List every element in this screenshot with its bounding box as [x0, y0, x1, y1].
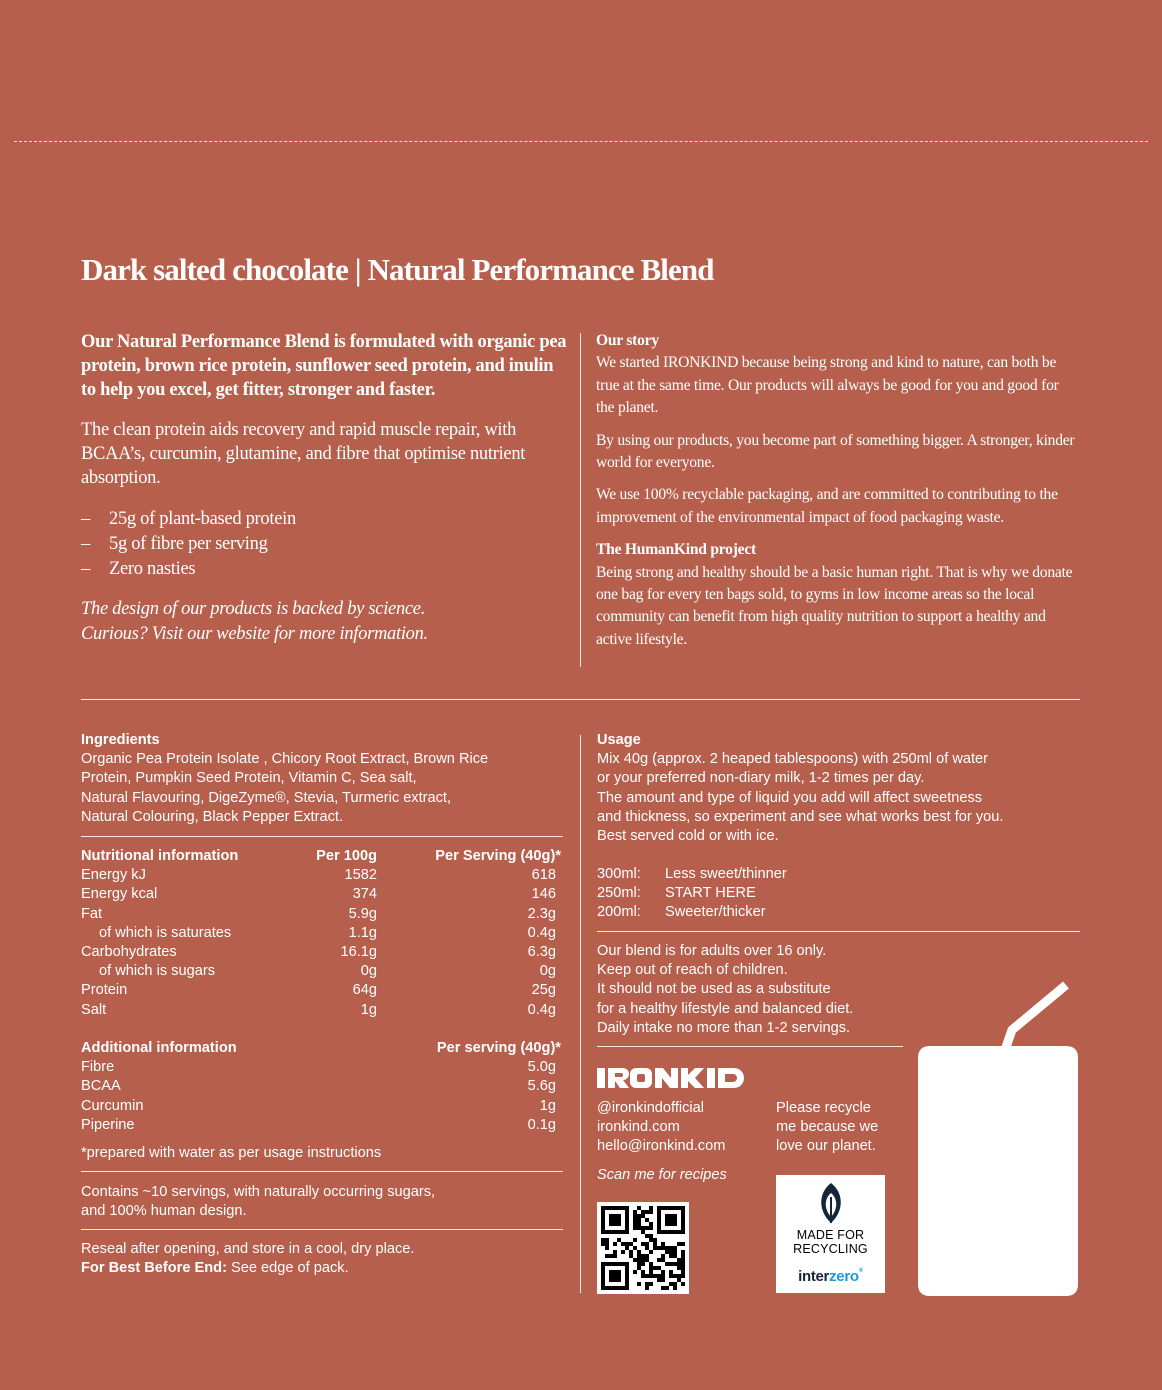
intro-bold-text: Our Natural Performance Blend is formulated with organic pea protein, brown rice protein, sunflower seed protein, and inulin to help you excel, get fitter, stronger and faster. [81, 332, 567, 400]
ingredients-heading: Ingredients [81, 732, 160, 748]
table-row: of which is sugars 0g 0g [99, 963, 556, 980]
email-link: hello@ironkind.com [597, 1138, 726, 1155]
recycle-leaf-icon [810, 1179, 852, 1227]
ironkind-logo [597, 1066, 749, 1090]
usage-divider [597, 931, 1080, 932]
table-row: BCAA 5.6g [81, 1078, 556, 1095]
table-row: Energy kcal 374 146 [81, 886, 556, 903]
story-paragraph: By using our products, you become part of something bigger. A stronger, kinder world for everyone. [596, 431, 1075, 472]
humankind-paragraph: Being strong and healthy should be a basic human right. That is why we donate one bag for every ten bags sold, to gyms in low income areas so the local community can benefit from high quality nutrition to support a healthy and active lifestyle. [596, 563, 1073, 648]
story-section [596, 330, 1080, 661]
additional-info-table [81, 1039, 561, 1135]
list-item: 250ml: START HERE [597, 885, 756, 902]
table-row: Piperine 0.1g [81, 1116, 556, 1133]
bullet-dash: – [81, 534, 90, 554]
warnings-divider [597, 1046, 903, 1047]
additional-header-row: Additional information Per serving (40g)* [81, 1040, 561, 1056]
table-row: Protein 64g 25g [81, 982, 556, 999]
contact-list [597, 1099, 725, 1157]
usage-section: Usage Mix 40g (approx. 2 heaped tablespoons) with 250ml of water or your preferred non-diary milk, 1-2 times per day. The amount and type of liquid you add will affect sweetness and thickness, so experiment and see what works best for you. Best served cold or with ice. [597, 731, 1082, 846]
table-row: Carbohydrates 16.1g 6.3g [81, 944, 556, 961]
ingredients-divider [81, 836, 563, 837]
qr-code-image [601, 1206, 685, 1290]
table-row: of which is saturates 1.1g 0.4g [99, 924, 556, 941]
nutrition-header-row: Nutritional information Per 100g Per Serving (40g)* [81, 848, 561, 864]
benefit-list [81, 507, 569, 582]
storage-note: Reseal after opening, and store in a cool, dry place. For Best Before End: See edge of pack. [81, 1241, 415, 1277]
bullet-dash: – [81, 559, 90, 579]
story-paragraph: We started IRONKIND because being strong and kind to nature, can both be true at the same time. Our products will always be good for you and good for the planet. [596, 354, 1059, 417]
story-paragraph: We use 100% recyclable packaging, and are committed to contributing to the improvement of the environmental impact of food packaging waste. [596, 486, 1058, 526]
benefit-item: – 25g of plant-based protein [81, 507, 569, 532]
product-title: Dark salted chocolate | Natural Performance Blend [81, 252, 714, 287]
section-divider [81, 699, 1080, 700]
badge-line-2: RECYCLING [793, 1242, 868, 1256]
intro-body-text: The clean protein aids recovery and rapid muscle repair, with BCAA’s, curcumin, glutamine, and fibre that optimise nutrient absorption. [81, 420, 526, 488]
benefit-item: – Zero nasties [81, 557, 569, 582]
warnings-section: Our blend is for adults over 16 only. Keep out of reach of children. It should not be used as a substitute for a healthy lifestyle and balanced diet. Daily intake no more than 1-2 servings. [597, 943, 854, 1036]
story-heading: Our story [596, 332, 659, 349]
nutrition-table [81, 847, 561, 1020]
glass-with-straw-illustration [918, 970, 1078, 1296]
scan-prompt: Scan me for recipes [597, 1167, 727, 1183]
science-note: The design of our products is backed by science. Curious? Visit our website for more information. [81, 599, 428, 644]
list-item: 300ml: Less sweet/thinner [597, 866, 787, 882]
column-divider-bottom [580, 735, 581, 1293]
table-row: Salt 1g 0.4g [81, 1001, 556, 1018]
list-item: 200ml: Sweeter/thicker [597, 904, 766, 921]
badge-line-1: MADE FOR [796, 1228, 865, 1242]
intro-section [81, 330, 569, 647]
qr-code [597, 1202, 689, 1294]
footnote-divider [81, 1171, 563, 1172]
interzero-brand: interzero® [798, 1268, 863, 1285]
recycle-message: Please recycle me because we love our planet. [776, 1100, 879, 1155]
liquid-ratio-list [597, 865, 787, 923]
table-row: Fat 5.9g 2.3g [81, 905, 556, 922]
servings-divider [81, 1229, 563, 1230]
servings-note: Contains ~10 servings, with naturally occurring sugars, and 100% human design. [81, 1184, 436, 1220]
serving-footnote: *prepared with water as per usage instructions [81, 1145, 382, 1161]
humankind-heading: The HumanKind project [596, 541, 756, 559]
column-divider-top [580, 333, 581, 667]
top-dashed-divider [14, 141, 1148, 142]
ingredients-section: Ingredients Organic Pea Protein Isolate , Chicory Root Extract, Brown Rice Protein, Pumpkin Seed Protein, Vitamin C, Sea salt, Natural Flavouring, DigeZyme®, Stevia, Turmeric extract, Natural Colouring, Black Pepper Extract. [81, 731, 571, 827]
bullet-dash: – [81, 509, 90, 529]
made-for-recycling-badge [776, 1175, 885, 1293]
benefit-item: – 5g of fibre per serving [81, 532, 569, 557]
usage-heading: Usage [597, 732, 641, 748]
website-link: ironkind.com [597, 1119, 680, 1136]
table-row: Curcumin 1g [81, 1097, 556, 1114]
instagram-handle: @ironkindofficial [597, 1100, 705, 1116]
table-row: Energy kJ 1582 618 [81, 867, 556, 884]
table-row: Fibre 5.0g [81, 1059, 556, 1076]
best-before-label: For Best Before End: [81, 1260, 227, 1277]
